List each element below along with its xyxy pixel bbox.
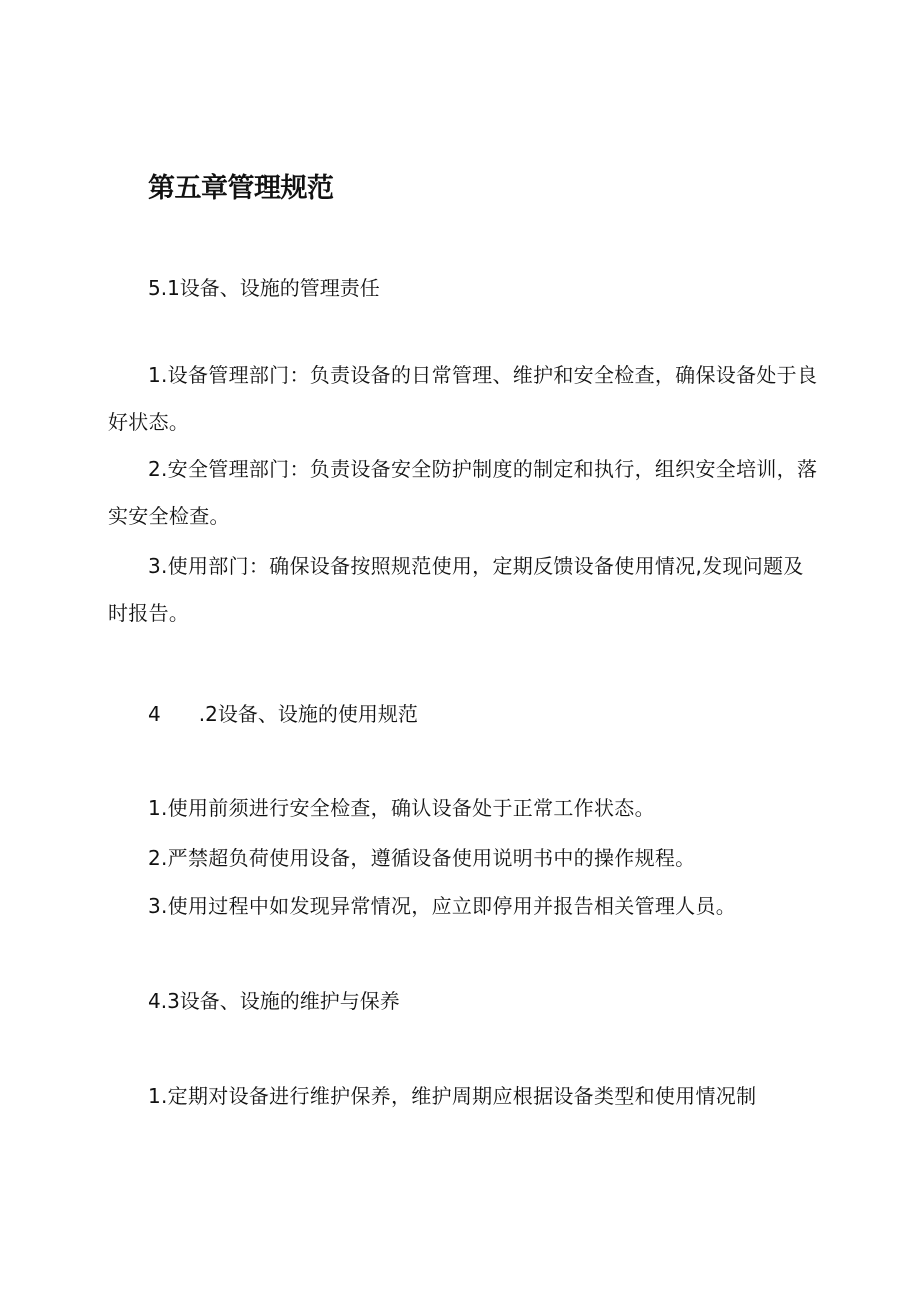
- chapter-title: 第五章管理规范: [148, 173, 334, 204]
- list-item-usage-2: 2.严禁超负荷使用设备，遵循设备使用说明书中的操作规程。: [148, 846, 696, 870]
- paragraph-safety-dept: 2.安全管理部门：负责设备安全防护制度的制定和执行，组织安全培训，落实安全检查。: [108, 457, 818, 528]
- list-item-usage-1: 1.使用前须进行安全检查，确认设备处于正常工作状态。: [148, 796, 655, 820]
- section-heading-4-2: [148, 698, 418, 727]
- section-heading-5-1: 5.1设备、设施的管理责任: [148, 276, 380, 300]
- section-heading-4-3: 4.3设备、设施的维护与保养: [148, 989, 400, 1013]
- list-item-usage-3: 3.使用过程中如发现异常情况，应立即停用并报告相关管理人员。: [148, 894, 737, 918]
- section-heading-number: 4: [148, 702, 161, 726]
- section-heading-text: .2设备、设施的使用规范: [198, 702, 418, 726]
- paragraph-user-dept: 3.使用部门：确保设备按照规范使用，定期反馈设备使用情况,发现问题及时报告。: [108, 554, 804, 625]
- paragraph-equipment-dept: 1.设备管理部门：负责设备的日常管理、维护和安全检查，确保设备处于良好状态。: [108, 363, 818, 434]
- list-item-maintenance-1: 1.定期对设备进行维护保养，维护周期应根据设备类型和使用情况制: [148, 1084, 757, 1108]
